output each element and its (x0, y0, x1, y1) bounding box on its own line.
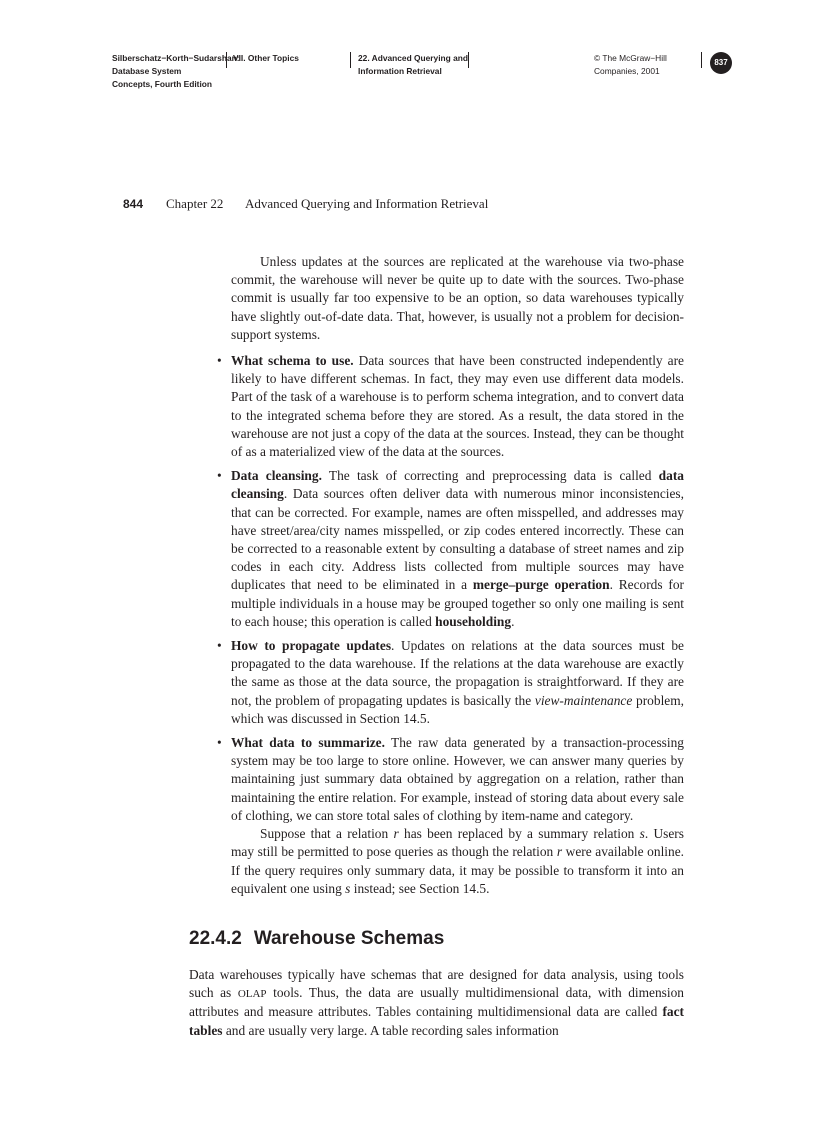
body-text (217, 253, 684, 898)
bullet-text: . Records for multiple individuals in a house may be grouped together so only one mailing is sent to each house; this operation is called (231, 577, 684, 629)
bullet-text: The task of correcting and preprocessing data is called (321, 468, 659, 484)
bullet-term: Data cleansing. (231, 468, 322, 484)
bullet-text: . Data sources often deliver data with numerous minor inconsistencies, that can be corrected. For example, names are often misspelled, and addresses may have street/area/city names misspelled, or zip codes entered incorrectly. These can be corrected to a reasonable extent by consulting a database of street names and zip codes in each city. Address lists collected from multiple sources may have duplicates that need to be eliminated in a (231, 486, 684, 593)
bullet-term: What schema to use. (231, 353, 354, 369)
bullet-term: What data to summarize. (231, 735, 385, 751)
bullet-text: . (511, 613, 515, 629)
header-divider (701, 52, 702, 68)
bullet-icon: • (217, 353, 222, 369)
defined-term: fact tables (189, 1004, 684, 1038)
section-heading (189, 928, 444, 950)
running-head (123, 196, 489, 212)
header-part: VII. Other Topics (233, 53, 299, 63)
bullet-text: Data sources that have been constructed independently are likely to have different schemas. In fact, they may even use different data models. Part of the task of a warehouse is to perform schema integration, and to convert data to the integrated schema before they are stored. As a result, the data stored in the warehouse are not just a copy of the data at the sources. Instead, they can be thought of as a materialized view of the data at the sources. (231, 353, 684, 460)
header-authors: Silberschatz−Korth−Sudarshan: Database System Concepts, Fourth Edition (112, 53, 240, 89)
math-var: r (556, 844, 563, 860)
list-item (217, 637, 684, 728)
section-body (189, 966, 684, 1040)
bullet-text: The raw data generated by a transaction-processing system may be too large to store online. However, we can answer many queries by maintaining just summary data obtained by aggregation on a relation, rather than maintaining the entire relation. For example, instead of storing data about every sale of clothing, we can store total sales of clothing by item-name and category. (231, 735, 684, 823)
page-number-badge: 837 (710, 52, 732, 74)
running-head-page-number: 844 (123, 197, 144, 211)
defined-term: data cleansing (231, 468, 684, 502)
bullet-icon: • (217, 638, 222, 654)
bullet-icon: • (217, 735, 222, 751)
header-copyright: © The McGraw−Hill Companies, 2001 (594, 53, 667, 76)
running-head-title: Advanced Querying and Information Retrieval (245, 196, 489, 211)
intro-paragraph: Unless updates at the sources are replicated at the warehouse via two-phase commit, the warehouse will never be quite up to date with the sources. Two-phase commit is usually far too expensive to be an option, so data warehouses typically have slightly out-of-date data. That, however, is usually not a problem for decision-support systems. (231, 254, 684, 342)
section-number: 22.4.2 (189, 928, 242, 949)
acronym: OLAP (237, 988, 267, 1001)
running-head-chapter: Chapter 22 (166, 196, 224, 211)
header-divider (226, 52, 227, 68)
list-item (217, 467, 684, 631)
list-item (217, 352, 684, 461)
header-chapter: 22. Advanced Querying and Information Retrieval (358, 53, 468, 76)
bullet-text: problem, which was discussed in Section 14.5. (231, 692, 684, 726)
bullet-text: . Updates on relations at the data sources must be propagated to the data warehouse. If the relations at the data warehouse are exactly the same as those at the data source, the propagation is straightforward. If they are not, the problem of propagating updates is basically the (231, 638, 684, 708)
header-divider (350, 52, 351, 68)
math-var: s (345, 880, 351, 896)
bullet-icon: • (217, 468, 222, 484)
math-var: s (639, 826, 645, 842)
section-paragraph: Data warehouses typically have schemas that are designed for data analysis, using tools such as OLAP tools. Thus, the data are usually multidimensional data, with dimension attributes and measure attributes. Tables containing multidimensional data are called fact tables and are usually very large. A table recording sales information (189, 967, 684, 1038)
list-item (217, 734, 684, 898)
section-title: Warehouse Schemas (253, 928, 445, 949)
bullet-term: How to propagate updates (231, 638, 392, 654)
emphasized-term: view-maintenance (534, 692, 633, 708)
defined-term: householding (435, 613, 512, 629)
header-divider (468, 52, 469, 68)
defined-term: merge–purge operation (472, 577, 610, 593)
math-var: r (393, 826, 399, 842)
follow-paragraph: Suppose that a relation r has been replaced by a summary relation s. Users may still be permitted to pose queries as though the relation r were available online. If the query requires only summary data, it may be possible to transform it into an equivalent one using s instead; see Section 14.5. (231, 826, 684, 896)
